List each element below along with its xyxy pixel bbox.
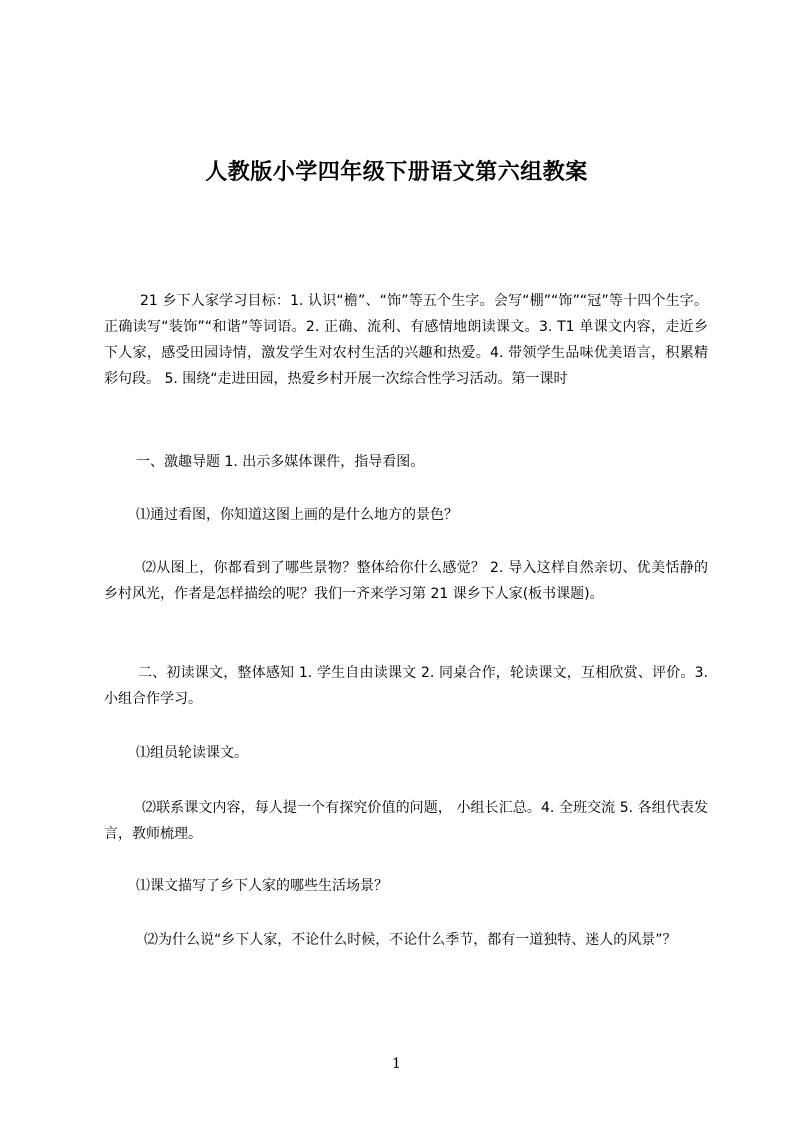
page-number: 1 (392, 1056, 401, 1072)
paragraph-question-2: ⑵从图上，你都看到了哪些景物？整体给你什么感觉？ 2. 导入这样自然亲切、优美恬静的乡村风光，作者是怎样描绘的呢？我们一齐来学习第 21 课乡下人家(板书课题)。 (104, 560, 708, 602)
paragraph-learning-goals: 21 乡下人家学习目标：1. 认识“檐”、“饰”等五个生字。会写“棚”“饰”“冠”等十四个生字。正确读写“装饰”“和谐”等词语。2. 正确、流利、有感情地朗读课文。3. T1 单课文内容，走近乡下人家，感受田园诗情，激发学生对农村生活的兴趣和热爱。4. 带领学生品味优美语言，积累精彩句段。 5. 围绕“走进田园，热爱乡村开展一次综合性学习活动。第一课时 (104, 293, 708, 387)
paragraph-section-one: 一、激趣导题 1. 出示多媒体课件，指导看图。 (136, 454, 425, 470)
paragraph-group-question: ⑵联系课文内容，每人提一个有探究价值的问题， 小组长汇总。4. 全班交流 5. 各组代表发言，教师梳理。 (104, 800, 708, 842)
paragraph-scenery-question: ⑵为什么说“乡下人家，不论什么时候，不论什么季节，都有一道独特、迷人的风景”？ (144, 932, 677, 948)
paragraph-scene-question: ⑴课文描写了乡下人家的哪些生活场景？ (136, 878, 388, 894)
paragraph-question-1: ⑴通过看图，你知道这图上画的是什么地方的景色？ (136, 507, 458, 523)
paragraph-section-two: 二、初读课文，整体感知 1. 学生自由读课文 2. 同桌合作，轮读课文，互相欣赏、评价。3. 小组合作学习。 (104, 665, 708, 707)
paragraph-group-read: ⑴组员轮读课文。 (136, 745, 248, 761)
document-title: 人教版小学四年级下册语文第六组教案 (205, 159, 588, 185)
